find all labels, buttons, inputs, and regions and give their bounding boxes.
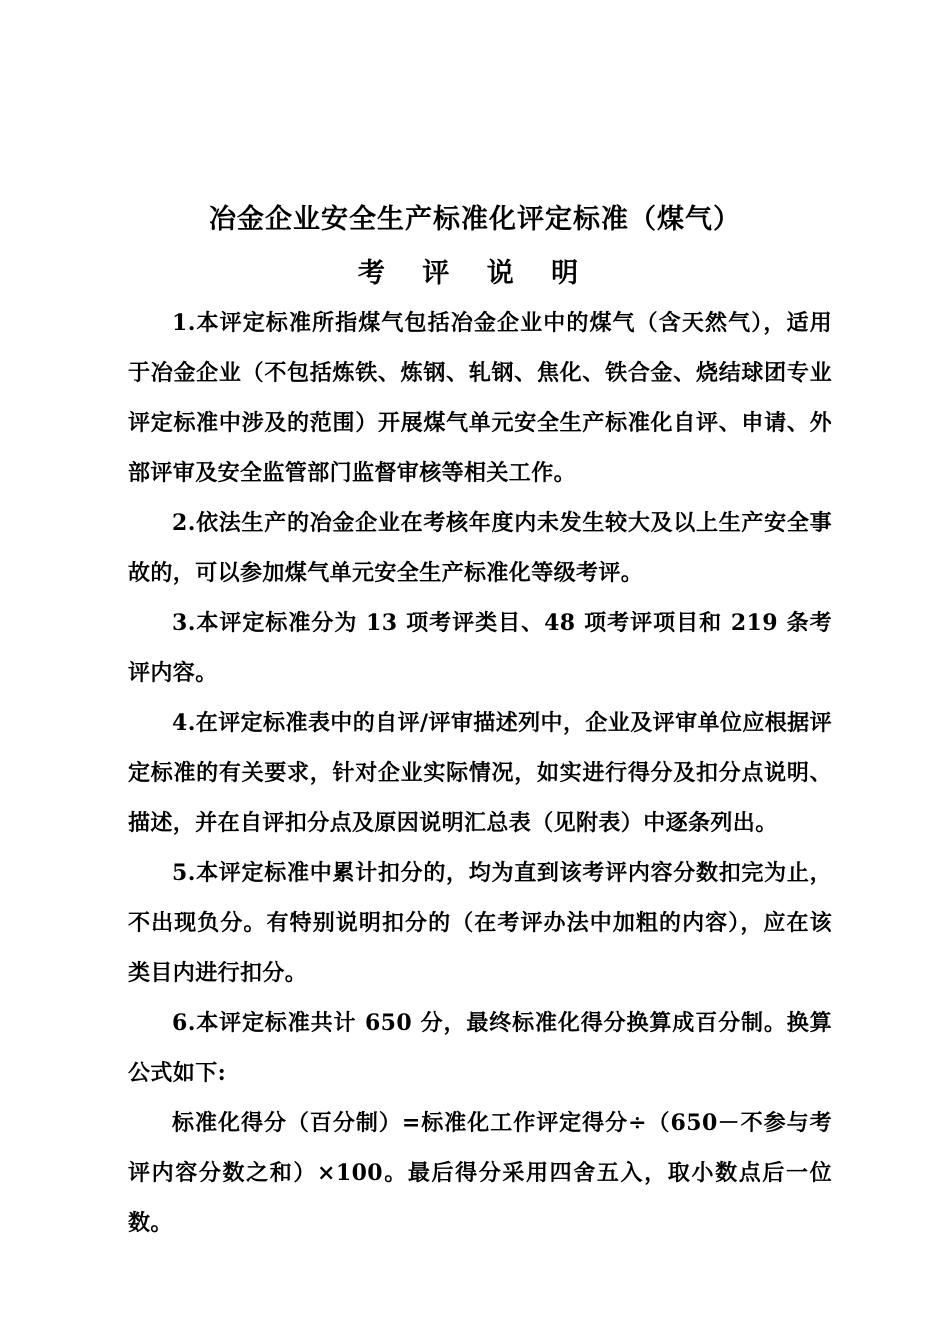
document-body — [128, 298, 832, 1248]
paragraph-6: 6.本评定标准共计 650 分，最终标准化得分换算成百分制。换算公式如下: — [128, 1010, 832, 1086]
paragraph-4: 4.在评定标准表中的自评/评审描述列中，企业及评审单位应根据评定标准的有关要求，针对企业实际情况，如实进行得分及扣分点说明、描述，并在自评扣分点及原因说明汇总表（见附表）中逐条列出。 — [128, 710, 832, 836]
paragraph-2: 2.依法生产的冶金企业在考核年度内未发生较大及以上生产安全事故的，可以参加煤气单元安全生产标准化等级考评。 — [128, 510, 832, 586]
paragraph-3: 3.本评定标准分为 13 项考评类目、48 项考评项目和 219 条考评内容。 — [128, 610, 832, 686]
document-title: 冶金企业安全生产标准化评定标准（煤气） — [209, 204, 741, 235]
paragraph-1: 1.本评定标准所指煤气包括冶金企业中的煤气（含天然气），适用于冶金企业（不包括炼铁、炼钢、轧钢、焦化、铁合金、烧结球团专业评定标准中涉及的范围）开展煤气单元安全生产标准化自评、申请、外部评审及安全监管部门监督审核等相关工作。 — [128, 310, 832, 486]
document-subtitle: 考 评 说 明 — [357, 258, 593, 289]
formula-paragraph: 标准化得分（百分制）=标准化工作评定得分÷（650－不参与考评内容分数之和）×100。最后得分采用四舍五入，取小数点后一位数。 — [128, 1110, 832, 1236]
paragraph-5: 5.本评定标准中累计扣分的，均为直到该考评内容分数扣完为止，不出现负分。有特别说明扣分的（在考评办法中加粗的内容），应在该类目内进行扣分。 — [128, 860, 832, 986]
